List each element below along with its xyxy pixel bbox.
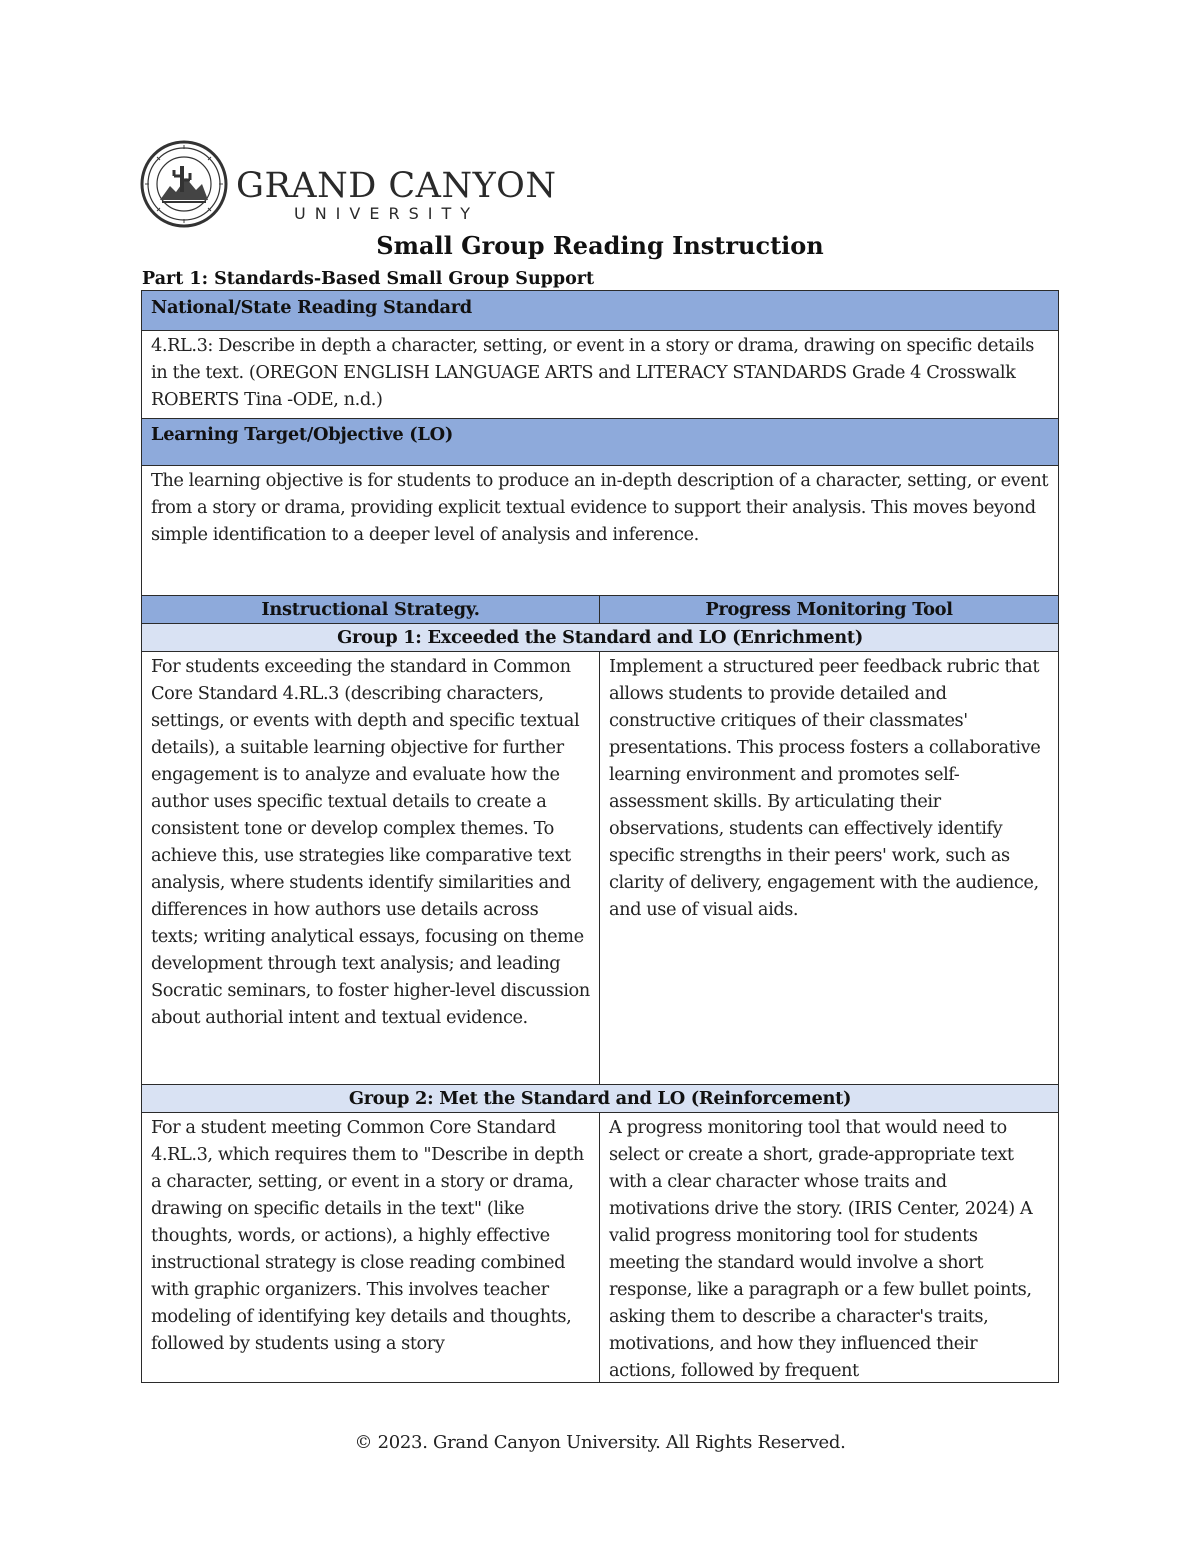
group2-title: Group 2: Met the Standard and LO (Reinforcement): [348, 1088, 852, 1109]
gcu-logo: [140, 140, 557, 228]
part-title: Part 1: Standards-Based Small Group Support: [142, 269, 595, 289]
objective-text: The learning objective is for students to produce an in-depth description of a character, setting, or event from a story or drama, providing explicit textual evidence to support their analysis. This moves beyond simple identification to a deeper level of analysis and inference.: [151, 470, 1049, 545]
objective-header: Learning Target/Objective (LO): [151, 424, 453, 445]
objective-row: [141, 466, 1059, 596]
group1-title: Group 1: Exceeded the Standard and LO (Enrichment): [337, 627, 863, 648]
group1-strategy-text: For students exceeding the standard in Common Core Standard 4.RL.3 (describing characters, settings, or events with depth and specific textual details), a suitable learning objective for further engagement is to analyze and evaluate how the author uses specific textual details to create a consistent tone or develop complex themes. To achieve this, use strategies like comparative text analysis, where students identify similarities and differences in how authors use details across texts; writing analytical essays, focusing on theme development through text analysis; and leading Socratic seminars, to foster higher-level discussion about authorial intent and textual evidence.: [151, 656, 590, 1028]
group2-row: [141, 1113, 1059, 1383]
standard-text: 4.RL.3: Describe in depth a character, setting, or event in a story or drama, drawing on specific details in the text. (OREGON ENGLISH LANGUAGE ARTS and LITERACY STANDARDS Grade 4 Crosswalk ROBERTS Tina -ODE, n.d.): [151, 335, 1034, 410]
tool-column-header: Progress Monitoring Tool: [705, 599, 953, 620]
group2-strategy-text: For a student meeting Common Core Standard 4.RL.3, which requires them to "Describe in depth a character, setting, or event in a story or drama, drawing on specific details in the text" (like thoughts, words, or actions), a highly effective instructional strategy is close reading combined with graphic organizers. This involves teacher modeling of identifying key details and thoughts, followed by students using a story: [151, 1117, 584, 1354]
logo-wordmark: GRAND CANYON: [236, 166, 557, 206]
group1-tool-text: Implement a structured peer feedback rubric that allows students to provide detailed and constructive critiques of their classmates' presentations. This process fosters a collaborative learning environment and promotes self-assessment skills. By articulating their observations, students can effectively identify specific strengths in their peers' work, such as clarity of delivery, engagement with the audience, and use of visual aids.: [609, 656, 1041, 920]
standard-header: National/State Reading Standard: [151, 297, 472, 318]
group1-row: [141, 652, 1059, 1085]
instruction-table: [141, 290, 1059, 1383]
logo-subtitle: UNIVERSITY: [294, 204, 479, 223]
document-title: Small Group Reading Instruction: [376, 231, 824, 260]
column-header-row: [141, 596, 1059, 624]
objective-header-row: [141, 419, 1059, 466]
standard-header-row: [141, 290, 1059, 331]
group2-tool-text: A progress monitoring tool that would need to select or create a short, grade-appropriate text with a clear character whose traits and motivations drive the story. (IRIS Center, 2024) A valid progress monitoring tool for students meeting the standard would involve a short response, like a paragraph or a few bullet points, asking them to describe a character's traits, motivations, and how they influenced their actions, followed by frequent: [609, 1117, 1033, 1381]
group1-header-row: [141, 624, 1059, 652]
standard-row: [141, 331, 1059, 419]
strategy-column-header: Instructional Strategy.: [261, 599, 480, 620]
university-seal-icon: [140, 140, 228, 228]
copyright-footer: © 2023. Grand Canyon University. All Rights Reserved.: [354, 1432, 846, 1453]
group2-header-row: [141, 1085, 1059, 1113]
